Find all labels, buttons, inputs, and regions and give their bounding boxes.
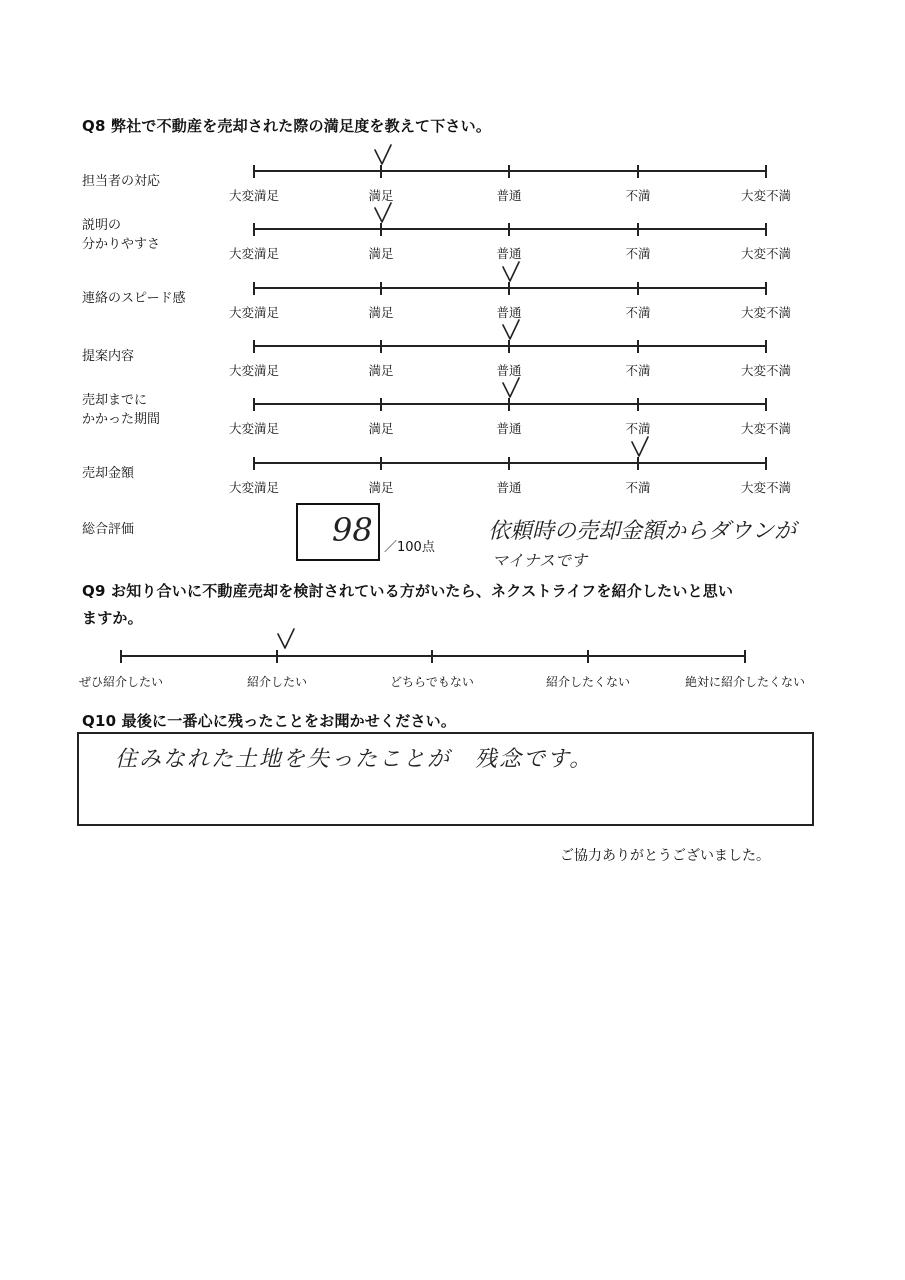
q8-scale-line	[254, 287, 766, 289]
overall-score-box[interactable]	[296, 503, 380, 561]
scale-tick[interactable]	[637, 165, 639, 178]
scale-option-label: 不満	[625, 305, 651, 320]
scale-option-label: 普通	[496, 363, 522, 378]
scale-tick[interactable]	[253, 457, 255, 470]
q8-scale-line	[254, 403, 766, 405]
scale-tick[interactable]	[765, 340, 767, 353]
scale-option-label: 満足	[368, 188, 394, 203]
scale-tick[interactable]	[508, 457, 510, 470]
q10-answer-text: 住みなれた土地を失ったことが 残念です。	[115, 747, 594, 772]
scale-option-label: 不満	[625, 246, 651, 261]
q8-scale-line	[254, 170, 766, 172]
scale-tick[interactable]	[276, 650, 278, 663]
scale-option-label: 大変満足	[228, 305, 280, 320]
scale-tick[interactable]	[431, 650, 433, 663]
scale-tick[interactable]	[508, 223, 510, 236]
q8-row-label: 説明の 分かりやすさ	[82, 218, 161, 252]
scale-tick[interactable]	[253, 282, 255, 295]
scale-option-label: 大変不満	[740, 480, 792, 495]
scale-tick[interactable]	[380, 282, 382, 295]
scale-tick[interactable]	[765, 165, 767, 178]
scale-option-label: 満足	[368, 421, 394, 436]
scale-tick[interactable]	[765, 398, 767, 411]
q9-option-label: 絶対に紹介したくない	[684, 675, 806, 689]
scale-tick[interactable]	[253, 165, 255, 178]
scale-tick[interactable]	[380, 223, 382, 236]
scale-option-label: 普通	[496, 305, 522, 320]
scale-option-label: 大変満足	[228, 363, 280, 378]
scale-option-label: 普通	[496, 480, 522, 495]
q9-scale-line	[121, 655, 745, 657]
scale-option-label: 大変不満	[740, 363, 792, 378]
overall-score: 98	[332, 511, 373, 549]
scale-tick[interactable]	[508, 165, 510, 178]
scale-option-label: 不満	[625, 421, 651, 436]
q8-scale-line	[254, 345, 766, 347]
q9-title-line1: Q9 お知り合いに不動産売却を検討されている方がいたら、ネクストライフを紹介したいと思い	[82, 582, 734, 600]
q9-title-line2: ますか。	[82, 609, 143, 627]
overall-rating-label: 総合評価	[82, 522, 135, 537]
scale-option-label: 大変満足	[228, 421, 280, 436]
scale-option-label: 満足	[368, 480, 394, 495]
checkmark-icon	[500, 377, 522, 399]
checkmark-icon	[500, 261, 522, 283]
checkmark-icon	[275, 628, 297, 650]
thanks-message: ご協力ありがとうございました。	[560, 848, 770, 864]
scale-option-label: 不満	[625, 363, 651, 378]
scale-tick[interactable]	[637, 398, 639, 411]
scale-option-label: 普通	[496, 421, 522, 436]
q8-row-label: 担当者の対応	[82, 174, 161, 189]
scale-tick[interactable]	[637, 282, 639, 295]
q8-scale-line	[254, 228, 766, 230]
overall-comment-line1: 依頼時の売却金額からダウンが	[488, 519, 797, 544]
scale-tick[interactable]	[253, 398, 255, 411]
q8-row-label: 売却までに かかった期間	[82, 393, 161, 427]
scale-option-label: 不満	[625, 480, 651, 495]
scale-tick[interactable]	[765, 223, 767, 236]
scale-tick[interactable]	[637, 340, 639, 353]
scale-option-label: 大変不満	[740, 188, 792, 203]
scale-tick[interactable]	[380, 340, 382, 353]
scale-tick[interactable]	[380, 398, 382, 411]
scale-option-label: 大変満足	[228, 246, 280, 261]
scale-tick[interactable]	[253, 223, 255, 236]
q8-row-label: 連絡のスピード感	[82, 291, 186, 306]
scale-tick[interactable]	[380, 165, 382, 178]
score-suffix: ／100点	[384, 540, 435, 555]
scale-option-label: 大変満足	[228, 480, 280, 495]
scale-tick[interactable]	[120, 650, 122, 663]
scale-option-label: 満足	[368, 363, 394, 378]
scale-option-label: 満足	[368, 305, 394, 320]
scale-tick[interactable]	[508, 282, 510, 295]
scale-option-label: 大変不満	[740, 421, 792, 436]
q9-option-label: 紹介したくない	[545, 675, 631, 689]
scale-tick[interactable]	[637, 223, 639, 236]
scale-tick[interactable]	[765, 457, 767, 470]
q8-title: Q8 弊社で不動産を売却された際の満足度を教えて下さい。	[82, 117, 492, 135]
q10-answer-box[interactable]	[77, 732, 814, 826]
scale-option-label: 普通	[496, 246, 522, 261]
scale-option-label: 大変満足	[228, 188, 280, 203]
q9-option-label: 紹介したい	[246, 675, 308, 689]
q8-row-label: 提案内容	[82, 349, 135, 364]
q10-title: Q10 最後に一番心に残ったことをお聞かせください。	[82, 712, 457, 730]
scale-option-label: 満足	[368, 246, 394, 261]
checkmark-icon	[629, 436, 651, 458]
scale-tick[interactable]	[765, 282, 767, 295]
checkmark-icon	[500, 319, 522, 341]
q9-option-label: ぜひ紹介したい	[78, 675, 164, 689]
q8-scale-line	[254, 462, 766, 464]
scale-tick[interactable]	[253, 340, 255, 353]
scale-option-label: 大変不満	[740, 246, 792, 261]
scale-tick[interactable]	[508, 398, 510, 411]
scale-tick[interactable]	[380, 457, 382, 470]
q9-option-label: どちらでもない	[390, 675, 474, 689]
scale-tick[interactable]	[587, 650, 589, 663]
scale-option-label: 普通	[496, 188, 522, 203]
scale-tick[interactable]	[744, 650, 746, 663]
scale-option-label: 大変不満	[740, 305, 792, 320]
q8-row-label: 売却金額	[82, 466, 135, 481]
scale-option-label: 不満	[625, 188, 651, 203]
checkmark-icon	[372, 144, 394, 166]
overall-comment-line2: マイナスです	[492, 551, 588, 570]
scale-tick[interactable]	[637, 457, 639, 470]
scale-tick[interactable]	[508, 340, 510, 353]
checkmark-icon	[372, 202, 394, 224]
